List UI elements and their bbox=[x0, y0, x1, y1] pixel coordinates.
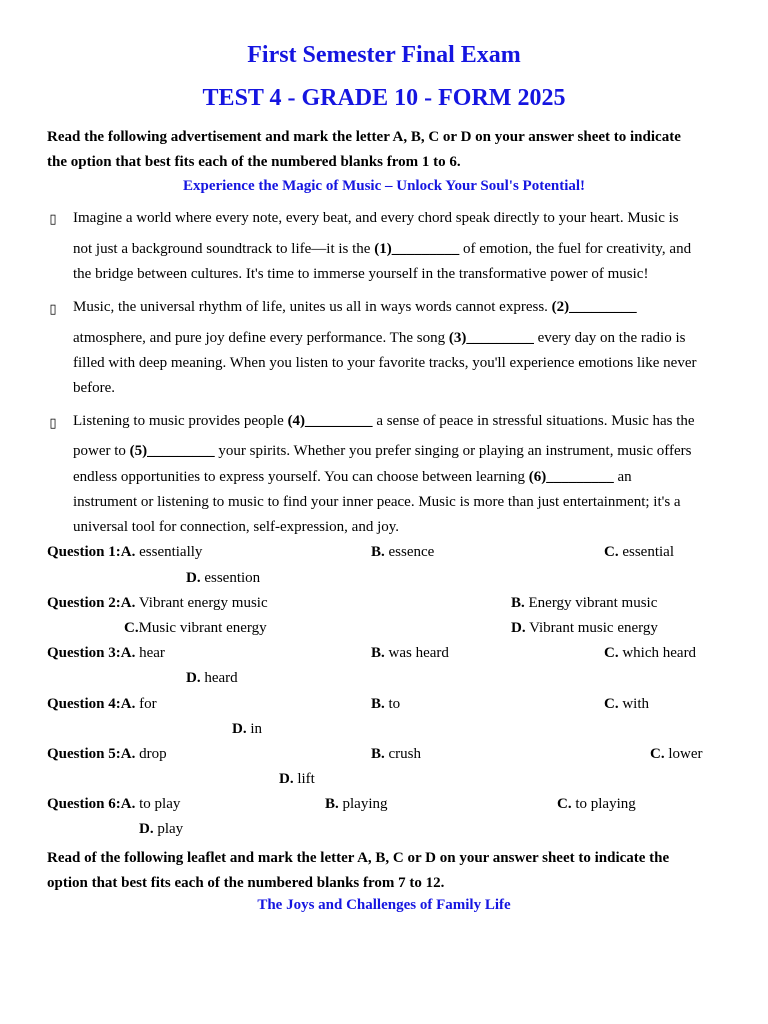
p1-line2: not just a background soundtrack to life—it is the (1)_________ of emotion, the fuel for creativity, and bbox=[73, 241, 692, 257]
question-6-option-d: D. play bbox=[139, 821, 184, 837]
blank-5: (5)_________ bbox=[129, 443, 215, 459]
p3-line4: instrument or listening to music to find your inner peace. Music is more than just entertainment; it's a bbox=[73, 494, 681, 510]
question-2-option-a: Question 2:A. Vibrant energy music bbox=[47, 595, 268, 611]
blank-4: (4)_________ bbox=[287, 413, 373, 429]
bullet-icon: ▯ bbox=[49, 212, 57, 227]
p3-line1: Listening to music provides people (4)_________ a sense of peace in stressful situations. Music has the bbox=[73, 413, 695, 429]
question-5-option-c: C. lower bbox=[650, 746, 703, 762]
question-1-option-d: D. essention bbox=[186, 570, 261, 586]
question-4-option-d: D. in bbox=[232, 721, 263, 737]
question-6-option-a: Question 6:A. to play bbox=[47, 796, 181, 812]
section2-instruction bbox=[47, 846, 727, 896]
instruction-line: the option that best fits each of the numbered blanks from 1 to 6. bbox=[47, 154, 461, 170]
p2-line3: filled with deep meaning. When you listen to your favorite tracks, you'll experience emotions like never bbox=[73, 355, 697, 371]
question-3-option-a: Question 3:A. hear bbox=[47, 645, 165, 661]
blank-3: (3)_________ bbox=[448, 330, 534, 346]
p2-line1: Music, the universal rhythm of life, unites us all in ways words cannot express. (2)_________ bbox=[73, 299, 637, 315]
instruction-line: Read of the following leaflet and mark the letter A, B, C or D on your answer sheet to indicate the bbox=[47, 850, 670, 866]
question-6-option-c: C. to playing bbox=[557, 796, 636, 812]
question-2-option-c: C.Music vibrant energy bbox=[124, 620, 267, 636]
blank-2: (2)_________ bbox=[551, 299, 637, 315]
question-1-option-b: B. essence bbox=[371, 544, 435, 560]
question-6-option-b: B. playing bbox=[325, 796, 388, 812]
blank-1: (1)_________ bbox=[374, 241, 460, 257]
question-4-option-c: C. with bbox=[604, 696, 650, 712]
ad-title: Experience the Magic of Music – Unlock Your Soul's Potential! bbox=[182, 178, 586, 194]
p2-line2: atmosphere, and pure joy define every performance. The song (3)_________ every day on the radio is bbox=[73, 330, 686, 346]
question-3-option-b: B. was heard bbox=[371, 645, 449, 661]
question-5-option-a: Question 5:A. drop bbox=[47, 746, 167, 762]
p2-line4: before. bbox=[73, 380, 116, 396]
leaflet-title: The Joys and Challenges of Family Life bbox=[257, 897, 511, 913]
section1-instruction bbox=[47, 125, 727, 175]
question-2-option-d: D. Vibrant music energy bbox=[511, 620, 658, 636]
question-4-option-b: B. to bbox=[371, 696, 401, 712]
bullet-icon: ▯ bbox=[49, 416, 57, 431]
p3-line5: universal tool for connection, self-expression, and joy. bbox=[73, 519, 400, 535]
question-5-option-d: D. lift bbox=[279, 771, 315, 787]
exam-subtitle: TEST 4 - GRADE 10 - FORM 2025 bbox=[202, 85, 566, 111]
question-3-option-d: D. heard bbox=[186, 670, 238, 686]
p3-line3: endless opportunities to express yourself. You can choose between learning (6)_________ an bbox=[73, 469, 632, 485]
p3-line2: power to (5)_________ your spirits. Whether you prefer singing or playing an instrument, music offers bbox=[73, 443, 692, 459]
question-1-option-c: C. essential bbox=[604, 544, 674, 560]
question-5-option-b: B. crush bbox=[371, 746, 422, 762]
question-1-option-a: Question 1:A. essentially bbox=[47, 544, 203, 560]
question-2-option-b: B. Energy vibrant music bbox=[511, 595, 658, 611]
p1-line3: the bridge between cultures. It's time to immerse yourself in the transformative power of music! bbox=[73, 266, 649, 282]
question-3-option-c: C. which heard bbox=[604, 645, 697, 661]
exam-title: First Semester Final Exam bbox=[247, 42, 521, 68]
p1-line1: Imagine a world where every note, every beat, and every chord speak directly to your heart. Music is bbox=[73, 210, 679, 226]
question-4-option-a: Question 4:A. for bbox=[47, 696, 157, 712]
bullet-icon: ▯ bbox=[49, 302, 57, 317]
blank-6: (6)_________ bbox=[528, 469, 614, 485]
instruction-line: option that best fits each of the numbered blanks from 7 to 12. bbox=[47, 875, 445, 891]
instruction-line: Read the following advertisement and mark the letter A, B, C or D on your answer sheet to indicate bbox=[47, 129, 681, 145]
